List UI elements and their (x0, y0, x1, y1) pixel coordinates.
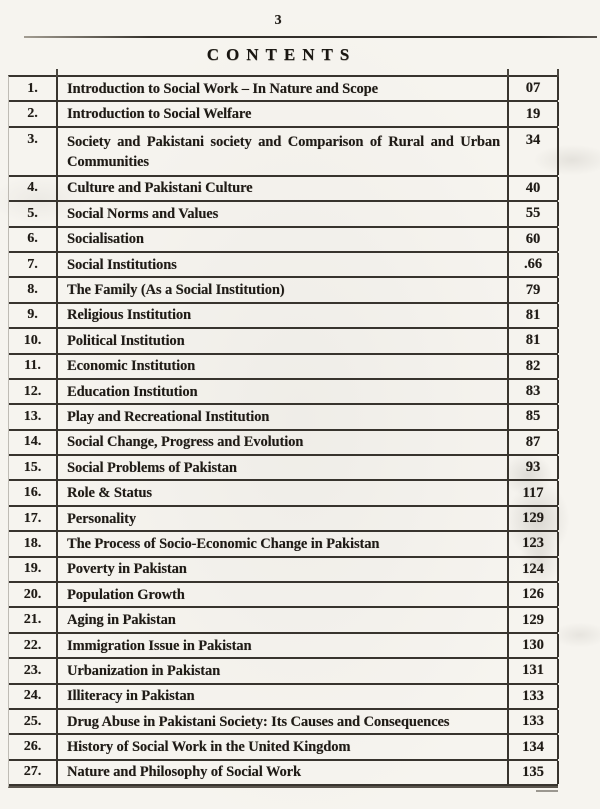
table-row (9, 329, 558, 354)
entry-title (58, 177, 509, 200)
entry-title (58, 583, 509, 606)
column-divider-tick (507, 69, 509, 77)
entry-number: 5. (9, 202, 58, 225)
entry-page: 55 (509, 202, 559, 225)
entry-title (58, 456, 509, 479)
column-divider-tick (56, 69, 58, 77)
entry-number: 13. (9, 405, 58, 428)
entry-title-text: Illiteracy in Pakistan (67, 688, 195, 705)
entry-title (58, 380, 509, 403)
entry-title (58, 355, 509, 378)
entry-number: 24. (9, 685, 58, 708)
table-row (9, 634, 558, 659)
entry-number: 1. (9, 77, 58, 100)
entry-page: 07 (509, 77, 559, 100)
entry-title (58, 634, 509, 657)
entry-title (58, 558, 509, 581)
entry-page: 134 (509, 735, 559, 758)
entry-title (58, 710, 509, 733)
entry-page: 93 (509, 456, 559, 479)
entry-title-text: Aging in Pakistan (67, 612, 176, 629)
contents-table (8, 75, 558, 788)
entry-title-text: Society and Pakistani society and Comparison of Rural and Urban Communities (67, 133, 500, 170)
table-row (9, 355, 558, 380)
entry-number: 14. (9, 431, 58, 454)
table-row (9, 608, 558, 633)
scan-artifact (536, 790, 558, 792)
entry-number: 10. (9, 329, 58, 352)
table-row (9, 202, 558, 227)
entry-title (58, 532, 509, 555)
entry-page: 85 (509, 405, 559, 428)
entry-page: .66 (509, 253, 559, 276)
entry-page: 81 (509, 304, 559, 327)
entry-page: 129 (509, 507, 559, 530)
entry-page: 81 (509, 329, 559, 352)
entry-number: 27. (9, 761, 58, 784)
table-row (9, 77, 558, 102)
entry-number: 23. (9, 659, 58, 682)
entry-title-text: Play and Recreational Institution (67, 408, 270, 425)
table-row (9, 102, 558, 127)
entry-title-text: Economic Institution (67, 358, 196, 375)
entry-page: 126 (509, 583, 559, 606)
table-row (9, 431, 558, 456)
entry-page: 124 (509, 558, 559, 581)
entry-title (58, 329, 509, 352)
entry-title-text: Drug Abuse in Pakistani Society: Its Causes and Consequences (67, 713, 450, 730)
entry-number: 21. (9, 608, 58, 631)
table-row (9, 304, 558, 329)
entry-page: 131 (509, 659, 559, 682)
entry-title (58, 228, 509, 251)
entry-title-text: Nature and Philosophy of Social Work (67, 764, 301, 781)
entry-title-text: Introduction to Social Work – In Nature and Scope (67, 80, 378, 97)
entry-number: 7. (9, 253, 58, 276)
entry-number: 18. (9, 532, 58, 555)
entry-page: 79 (509, 278, 559, 301)
entry-title (58, 659, 509, 682)
table-row (9, 685, 558, 710)
header-rule (24, 36, 597, 38)
entry-page: 82 (509, 355, 559, 378)
table-row (9, 583, 558, 608)
entry-page: 87 (509, 431, 559, 454)
entry-number: 20. (9, 583, 58, 606)
entry-title-text: Role & Status (67, 485, 152, 502)
entry-page: 34 (509, 128, 559, 175)
entry-title-text: Personality (67, 510, 136, 527)
entry-title (58, 685, 509, 708)
entry-number: 3. (9, 128, 58, 175)
table-row (9, 532, 558, 557)
entry-title-text: The Family (As a Social Institution) (67, 282, 285, 299)
entry-page: 123 (509, 532, 559, 555)
entry-number: 22. (9, 634, 58, 657)
entry-title (58, 128, 509, 175)
entry-title (58, 507, 509, 530)
table-row (9, 278, 558, 303)
entry-title-text: Poverty in Pakistan (67, 561, 187, 578)
entry-title (58, 253, 509, 276)
entry-title (58, 481, 509, 504)
table-row (9, 228, 558, 253)
entry-page: 135 (509, 761, 559, 784)
entry-number: 19. (9, 558, 58, 581)
contents-heading: CONTENTS (206, 45, 357, 64)
entry-page: 117 (509, 481, 559, 504)
entry-page: 60 (509, 228, 559, 251)
entry-page: 133 (509, 685, 559, 708)
entry-title-text: Immigration Issue in Pakistan (67, 637, 252, 654)
table-row (9, 128, 558, 177)
column-divider-tick (557, 69, 559, 77)
entry-title-text: Political Institution (67, 332, 185, 349)
entry-title (58, 431, 509, 454)
table-row (9, 507, 558, 532)
entry-title-text: Social Institutions (67, 256, 177, 273)
entry-number: 6. (9, 228, 58, 251)
page-number: 3 (274, 13, 282, 28)
entry-page: 83 (509, 380, 559, 403)
entry-title (58, 735, 509, 758)
entry-title-text: Education Institution (67, 383, 198, 400)
entry-number: 4. (9, 177, 58, 200)
entry-title (58, 102, 509, 125)
entry-title-text: Social Change, Progress and Evolution (67, 434, 304, 451)
table-row (9, 456, 558, 481)
entry-title (58, 278, 509, 301)
entry-title-text: Social Norms and Values (67, 205, 219, 222)
entry-title-text: Urbanization in Pakistan (67, 662, 221, 679)
entry-number: 8. (9, 278, 58, 301)
entry-page: 129 (509, 608, 559, 631)
entry-title-text: Culture and Pakistani Culture (67, 180, 253, 197)
table-row (9, 735, 558, 760)
entry-number: 12. (9, 380, 58, 403)
entry-title-text: History of Social Work in the United Kingdom (67, 739, 351, 756)
table-row (9, 659, 558, 684)
entry-title-text: The Process of Socio-Economic Change in Pakistan (67, 535, 380, 552)
table-row (9, 405, 558, 430)
table-row (9, 710, 558, 735)
table-row (9, 380, 558, 405)
entry-title-text: Social Problems of Pakistan (67, 459, 237, 476)
entry-title (58, 202, 509, 225)
entry-title (58, 761, 509, 784)
entry-number: 15. (9, 456, 58, 479)
entry-title-text: Religious Institution (67, 307, 191, 324)
entry-title-text: Introduction to Social Welfare (67, 106, 252, 123)
entry-number: 2. (9, 102, 58, 125)
entry-title (58, 304, 509, 327)
entry-page: 133 (509, 710, 559, 733)
entry-title-text: Socialisation (67, 231, 144, 248)
entry-number: 16. (9, 481, 58, 504)
entry-title (58, 608, 509, 631)
table-row (9, 761, 558, 786)
entry-number: 25. (9, 710, 58, 733)
entry-title-text: Population Growth (67, 586, 185, 603)
table-row (9, 253, 558, 278)
table-row (9, 481, 558, 506)
entry-number: 26. (9, 735, 58, 758)
entry-title (58, 77, 509, 100)
entry-page: 130 (509, 634, 559, 657)
entry-number: 17. (9, 507, 58, 530)
table-row (9, 558, 558, 583)
entry-page: 19 (509, 102, 559, 125)
entry-number: 9. (9, 304, 58, 327)
entry-number: 11. (9, 355, 58, 378)
entry-title (58, 405, 509, 428)
entry-page: 40 (509, 177, 559, 200)
table-row (9, 177, 558, 202)
